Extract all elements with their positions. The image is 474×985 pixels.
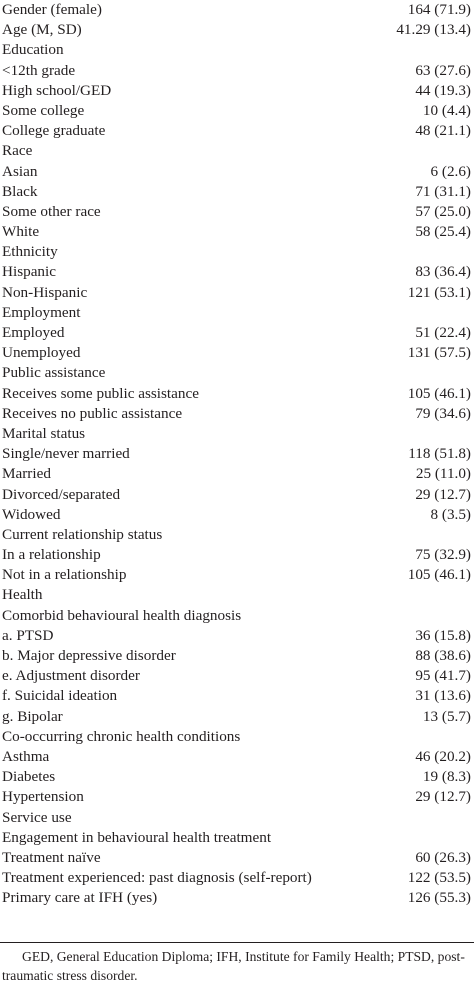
row-value: 58 (25.4) [415,223,471,241]
table-row [0,323,474,343]
row-value: 19 (8.3) [422,768,471,786]
row-value: 71 (31.1) [415,182,471,200]
table-row [0,787,474,807]
row-value: 79 (34.6) [415,404,471,422]
row-label: Comorbid behavioural health diagnosis [2,606,242,624]
table-row [0,444,474,464]
row-value: 6 (2.6) [430,162,471,180]
row-label: b. Major depressive disorder [2,647,176,664]
table-row [0,101,474,121]
row-value: 118 (51.8) [408,445,471,463]
row-label: Receives some public assistance [2,384,199,402]
table-row [0,283,474,303]
table-row [0,464,474,484]
row-label: Some other race [2,202,101,220]
table-row [0,747,474,767]
row-label: f. Suicidal ideation [2,687,118,705]
row-label: Some college [2,101,85,119]
row-value: 75 (32.9) [415,546,471,564]
table-row [0,162,474,182]
row-label: Employed [2,324,65,341]
table-section-header [0,525,474,545]
table-section-header [0,141,474,161]
table-row [0,686,474,706]
row-label: Married [2,465,51,483]
table-row [0,81,474,101]
row-value: 29 (12.7) [415,485,471,503]
row-value: 126 (55.3) [407,889,471,907]
row-value: 31 (13.6) [415,687,471,705]
row-label: Receives no public assistance [2,404,183,422]
table-row [0,343,474,363]
table-section-header [0,363,474,383]
table-row [0,404,474,424]
row-label: Not in a relationship [2,566,127,584]
row-label: Divorced/separated [2,485,121,503]
row-label: Treatment naïve [2,848,101,866]
row-value: 46 (20.2) [415,747,471,765]
row-value: 164 (71.9) [407,1,471,18]
table-row [0,565,474,585]
row-label: Gender (female) [2,1,102,18]
table-section-header [0,40,474,60]
row-label: College graduate [2,122,106,140]
row-label: Health [2,586,43,604]
row-label: Current relationship status [2,525,163,543]
table-row [0,666,474,686]
row-label: e. Adjustment disorder [2,667,140,685]
table-row [0,222,474,242]
table-row [0,0,474,20]
row-value: 13 (5.7) [422,707,471,725]
row-label: Hypertension [2,788,84,806]
row-value: 36 (15.8) [415,626,471,644]
table-row [0,626,474,646]
row-label: Non-Hispanic [2,283,88,301]
table-section-header [0,727,474,747]
table-row [0,505,474,525]
row-label: Race [2,142,33,160]
row-value: 25 (11.0) [415,465,471,483]
row-label: Widowed [2,505,61,523]
table-section-header [0,424,474,444]
row-label: Age (M, SD) [2,21,82,39]
row-value: 60 (26.3) [415,848,471,866]
row-value: 41.29 (13.4) [396,21,471,39]
table-footnote: GED, General Education Diploma; IFH, Institute for Family Health; PTSD, post-traumatic stress disorder. [2,949,465,983]
row-value: 44 (19.3) [415,81,471,99]
table-section-header [0,585,474,605]
row-label: Treatment experienced: past diagnosis (self-report) [2,869,312,887]
row-label: Diabetes [2,768,56,786]
row-value: 88 (38.6) [415,647,471,664]
row-label: Education [2,41,64,59]
row-value: 51 (22.4) [415,324,471,341]
row-label: Ethnicity [2,243,58,261]
row-value: 48 (21.1) [415,122,471,140]
table-row [0,707,474,727]
row-label: Service use [2,808,72,826]
row-value: 83 (36.4) [415,263,471,281]
table-row [0,61,474,81]
row-label: High school/GED [2,81,112,99]
table-row [0,20,474,40]
row-value: 57 (25.0) [415,202,471,220]
row-label: Co-occurring chronic health conditions [2,727,241,745]
row-label: Primary care at IFH (yes) [2,889,158,907]
table-section-header [0,828,474,848]
row-value: 10 (4.4) [422,101,471,119]
table-row [0,767,474,787]
table-row [0,202,474,222]
row-value: 121 (53.1) [407,283,471,301]
row-value: 122 (53.5) [407,869,471,887]
table-row [0,888,474,908]
row-value: 131 (57.5) [407,344,471,362]
row-value: 95 (41.7) [415,667,471,685]
table-row [0,121,474,141]
row-label: <12th grade [2,61,76,79]
table-row [0,384,474,404]
row-label: a. PTSD [2,626,54,644]
row-label: Unemployed [2,344,81,362]
row-label: Asthma [2,747,50,765]
table-row [0,485,474,505]
row-label: Black [2,182,38,200]
row-label: g. Bipolar [2,707,63,725]
row-value: 105 (46.1) [407,566,471,584]
row-value: 8 (3.5) [430,505,471,523]
table-section-header [0,242,474,262]
table-row [0,545,474,565]
table-row [0,646,474,666]
row-label: Single/never married [2,445,130,463]
table-section-header [0,606,474,626]
table-row [0,182,474,202]
row-label: Asian [2,162,38,180]
table-row [0,868,474,888]
table-row [0,262,474,282]
row-value: 29 (12.7) [415,788,471,806]
table-row [0,848,474,868]
row-value: 105 (46.1) [407,384,471,402]
table-section-header [0,808,474,828]
row-label: In a relationship [2,546,101,564]
row-label: Public assistance [2,364,106,382]
row-label: Hispanic [2,263,56,281]
row-label: Marital status [2,424,86,442]
row-label: White [2,223,40,241]
row-value: 63 (27.6) [415,61,471,79]
row-label: Employment [2,303,81,321]
row-label: Engagement in behavioural health treatment [2,828,272,846]
table-section-header [0,303,474,323]
